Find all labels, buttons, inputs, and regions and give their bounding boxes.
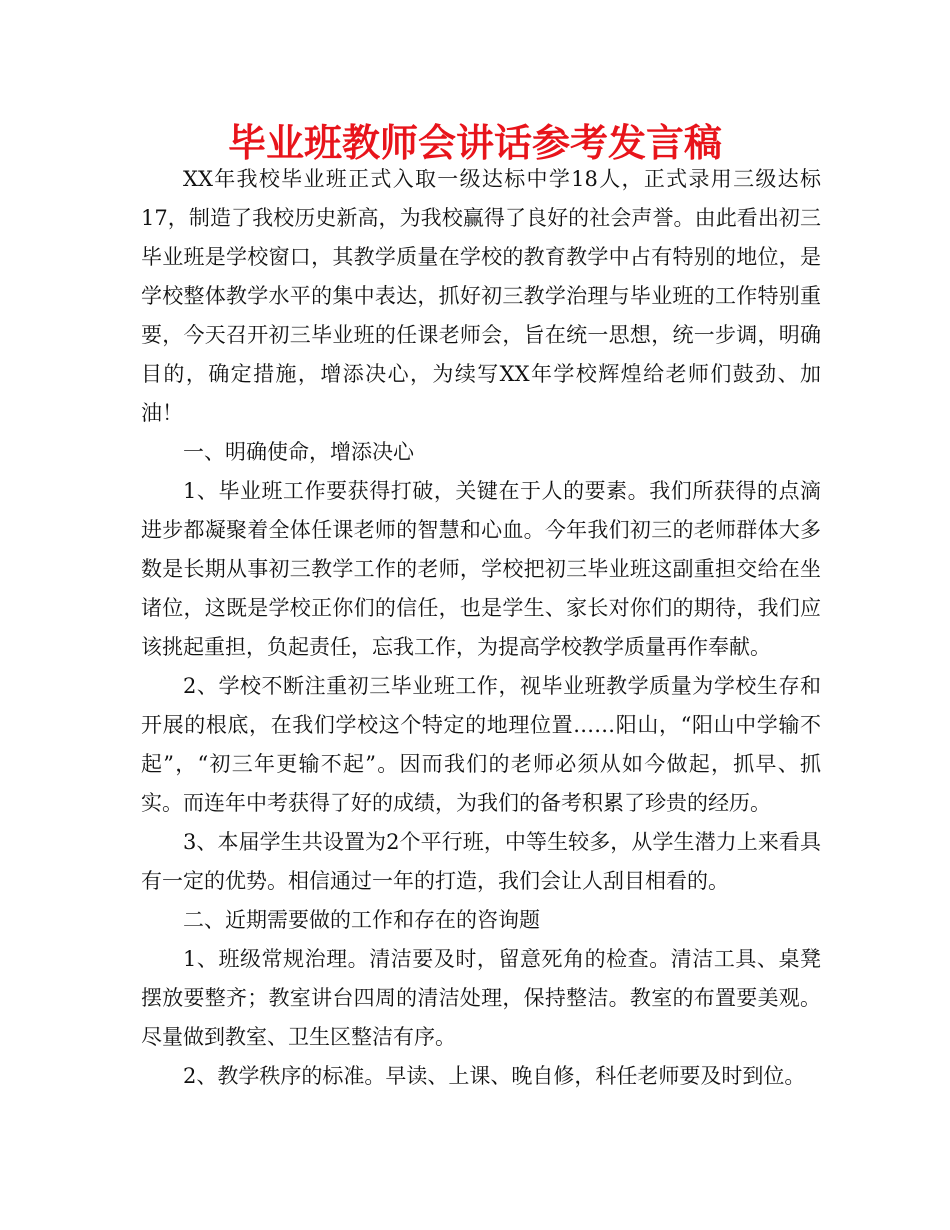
section-heading-2: 二、近期需要做的工作和存在的咨询题 — [183, 908, 540, 932]
document-title: 毕业班教师会讲话参考发言稿 — [227, 121, 722, 165]
document-body — [141, 160, 821, 1096]
paragraph-intro: XX年我校毕业班正式入取一级达标中学18人，正式录用三级达标17，制造了我校历史新高，为我校赢得了良好的社会声誉。由此看出初三毕业班是学校窗口，其教学质量在学校的教育教学中占有特别的地位，是学校整体教学水平的集中表达，抓好初三教学治理与毕业班的工作特别重要，今天召开初三毕业班的任课老师会，旨在统一思想，统一步调，明确目的，确定措施，增添决心，为续写XX年学校辉煌给老师们鼓劲、加油！ — [141, 167, 821, 425]
paragraph-2-1: 1、班级常规治理。清洁要及时，留意死角的检查。清洁工具、桌凳摆放要整齐；教室讲台四周的清洁处理，保持整洁。教室的布置要美观。尽量做到教室、卫生区整洁有序。 — [141, 947, 821, 1049]
paragraph-2-2: 2、教学秩序的标准。早读、上课、晚自修，科任老师要及时到位。 — [183, 1064, 806, 1088]
paragraph-1-3: 3、本届学生共设置为2个平行班，中等生较多，从学生潜力上来看具有一定的优势。相信通过一年的打造，我们会让人刮目相看的。 — [141, 830, 821, 893]
section-heading-1: 一、明确使命，增添决心 — [183, 440, 414, 464]
paragraph-1-1: 1、毕业班工作要获得打破，关键在于人的要素。我们所获得的点滴进步都凝聚着全体任课老师的智慧和心血。今年我们初三的老师群体大多数是长期从事初三教学工作的老师，学校把初三毕业班这副重担交给在坐诸位，这既是学校正你们的信任，也是学生、家长对你们的期待，我们应该挑起重担，负起责任，忘我工作，为提高学校教学质量再作奉献。 — [141, 479, 821, 659]
paragraph-1-2: 2、学校不断注重初三毕业班工作，视毕业班教学质量为学校生存和开展的根底，在我们学校这个特定的地理位置……阳山，“阳山中学输不起”，“初三年更输不起”。因而我们的老师必须从如今做起，抓早、抓实。而连年中考获得了好的成绩，为我们的备考积累了珍贵的经历。 — [141, 674, 821, 815]
